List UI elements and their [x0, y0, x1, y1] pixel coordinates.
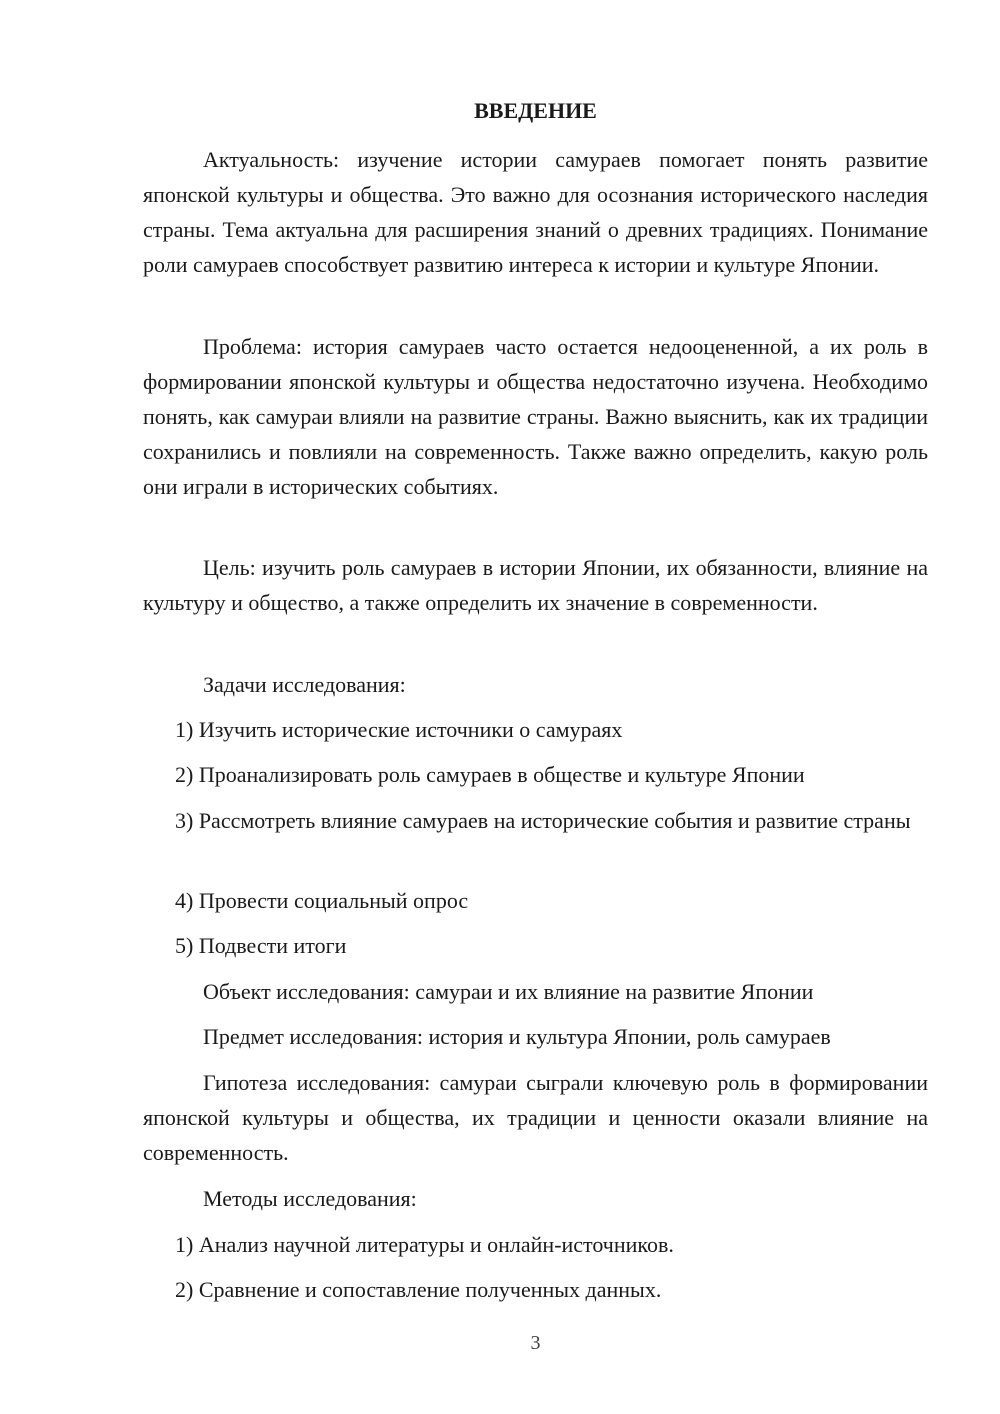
method-item-1: 1) Анализ научной литературы и онлайн-источников.: [175, 1232, 674, 1257]
research-subject: Предмет исследования: история и культура Японии, роль самураев: [203, 1024, 831, 1049]
document-page: [143, 0, 928, 1414]
task-item-3: 3) Рассмотреть влияние самураев на исторические события и развитие страны: [175, 808, 911, 833]
task-item-1: 1) Изучить исторические источники о самураях: [175, 717, 623, 742]
task-item-5: 5) Подвести итоги: [175, 933, 347, 958]
tasks-heading: Задачи исследования:: [203, 672, 406, 697]
relevance-paragraph: Актуальность: изучение истории самураев помогает понять развитие японской культуры и общества. Это важно для осознания исторического наследия страны. Тема актуальна для расширения знаний о древних традициях. Понимание роли самураев способствует развитию интереса к истории и культуре Японии.: [143, 147, 928, 277]
research-object: Объект исследования: самураи и их влияние на развитие Японии: [203, 979, 814, 1004]
task-item-2: 2) Проанализировать роль самураев в обществе и культуре Японии: [175, 762, 805, 787]
problem-paragraph: Проблема: история самураев часто остается недооцененной, а их роль в формировании японской культуры и общества недостаточно изучена. Необходимо понять, как самураи влияли на развитие страны. Важно выяснить, как их традиции сохранились и повлияли на современность. Также важно определить, какую роль они играли в исторических событиях.: [143, 334, 928, 499]
methods-heading: Методы исследования:: [203, 1186, 417, 1211]
method-item-2: 2) Сравнение и сопоставление полученных данных.: [175, 1277, 662, 1302]
goal-paragraph: Цель: изучить роль самураев в истории Японии, их обязанности, влияние на культуру и общество, а также определить их значение в современности.: [143, 555, 928, 615]
page-number: 3: [530, 1332, 541, 1354]
page-title: ВВЕДЕНИЕ: [474, 98, 597, 123]
task-item-4: 4) Провести социальный опрос: [175, 888, 469, 913]
hypothesis-paragraph: Гипотеза исследования: самураи сыграли ключевую роль в формировании японской культуры и общества, их традиции и ценности оказали влияние на современность.: [143, 1070, 928, 1165]
